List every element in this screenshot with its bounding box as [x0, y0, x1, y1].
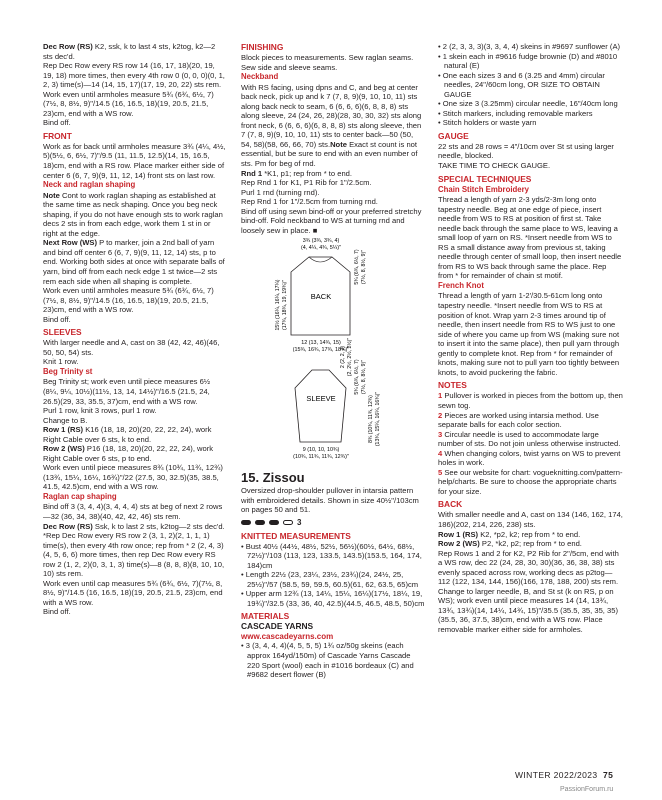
section-heading-materials: MATERIALS — [241, 611, 290, 622]
skill-filled-icon — [241, 520, 251, 525]
paragraph: *Rep Dec Row every RS row 2 (3, 1, 2)(2, 1, 1, 1) time(s), then every 4th row once; rep from * 2 (2, 4, 3)(4, 5, 6, 6) more times, then rep Dec Row every RS row 2 (1, 2, 2)(0, 3, 1, 3) time(s)—8 (8, 8, 8)(8, 10, 10, 10) sts rem. — [43, 531, 225, 579]
column-left — [43, 42, 226, 617]
yarn-url[interactable]: www.cascadeyarns.com — [241, 631, 334, 641]
note-item — [438, 468, 623, 497]
pattern-title — [241, 470, 425, 486]
row-label: Row 1 (RS) — [438, 529, 479, 539]
schematic-diagram — [241, 237, 425, 482]
skill-empty-icon — [283, 520, 293, 525]
sleeve-right-measure: 8¾ (10¾, 11¾, 12¾) — [368, 395, 374, 444]
note-number: 2 — [438, 410, 443, 420]
bullet: • 3 (3, 4, 4, 4)(4, 5, 5, 5) 1¾ oz/50g skeins (each approx 164yd/150m) of Cascade Yarns Cascade 220 Sport (wool) each in #1016 bordeaux (C) and #9682 desert flower (B) — [241, 641, 414, 680]
section-heading-notes: NOTES — [438, 380, 467, 391]
text: Cont to work raglan shaping as established at the same time as neck shaping. Once you beg neck shaping, if you do not have enough sts to work raglan decs 2 sts in from each edge, work them 1 st in or right at the edge. — [43, 190, 223, 238]
back-bottom-measure-2: (15¾, 16¾, 17¾, 18¾)" — [292, 347, 350, 354]
paragraph: Bind off using sewn bind-off or your preferred stretchy bind-off. Fold neckband to WS at turning rnd and loosely sew in place. ■ — [241, 206, 422, 235]
section-heading-measurements: KNITTED MEASUREMENTS — [241, 530, 351, 541]
column-right — [438, 42, 623, 635]
note-item — [438, 411, 623, 430]
issue-season: WINTER 2022/2023 — [515, 770, 598, 780]
subheading-french: French Knot — [438, 280, 484, 290]
sleeve-bottom-measure-2: (10¾, 11¾, 11¾, 12¾)" — [293, 454, 349, 461]
back-bottom-measure: 12 (13, 14¾, 15) — [301, 340, 341, 347]
sleeve-outline — [295, 370, 346, 442]
text: P16 (18, 18, 20)(20, 22, 22, 24), work Right Cable over 6 sts, p to end. — [43, 444, 214, 463]
bullet: • One each sizes 3 and 6 (3.25 and 4mm) circular needles, 24"/60cm long, OR SIZE TO OBTAIN GAUGE — [438, 70, 605, 99]
back-side-measure: 15½ (16¼, 16¼, 17¼) — [275, 279, 281, 331]
skill-level — [241, 518, 425, 528]
section-heading-special: SPECIAL TECHNIQUES — [438, 173, 532, 184]
paragraph: TAKE TIME TO CHECK GAUGE. — [438, 161, 551, 171]
page-number: 75 — [603, 770, 614, 780]
paragraph — [241, 83, 425, 169]
bullet: • 1 skein each in #9616 fudge brownie (D) and #8010 natural (E) — [438, 51, 618, 71]
page-footer — [515, 770, 613, 780]
row-label: Dec Row (RS) — [43, 42, 93, 51]
paragraph: Bind off 3 (3, 4, 4)(3, 4, 4, 4) sts at beg of next 2 rows—32 (36, 34, 38)(40, 42, 42, 46) sts rem. — [43, 502, 223, 522]
text: K2, *p2, k2; rep from * to end. — [478, 529, 581, 539]
paragraph — [43, 522, 226, 532]
skill-filled-icon — [269, 520, 279, 525]
pattern-description: Oversized drop-shoulder pullover in intarsia pattern with embroidered details. Shown in size 40½"/103cm on pages 50 and 51. — [241, 486, 419, 515]
section-heading-finishing: FINISHING — [241, 42, 284, 52]
text: Exact st count is not essential, but be sure to end with an even number of sts. Pm for beg of rnd. — [241, 139, 418, 168]
paragraph: Change to B. — [43, 415, 88, 425]
paragraph: Rep Rnd 1 for 1"/2.5cm from turning rnd. — [241, 197, 378, 207]
text: Circular needle is used to accommodate large number of sts. Do not join unless otherwise instructed. — [438, 429, 621, 449]
row-label: Row 2 (WS) — [43, 444, 85, 454]
back-top-measure-2: (4, 4¼, 4¾, 5¼)" — [301, 245, 341, 252]
row-label: Rnd 1 — [241, 168, 263, 178]
sleeve-mid-measure: 5¾ (6¾, 6½, 7) — [354, 359, 360, 395]
back-schematic — [274, 238, 367, 353]
paragraph — [43, 444, 226, 463]
subheading-neck: Neck and raglan shaping — [43, 180, 136, 190]
column-middle — [241, 42, 425, 680]
text: K16 (18, 18, 20)(20, 22, 22, 24), work Right Cable over 6 sts, k to end. — [43, 425, 212, 444]
sleeve-schematic — [293, 338, 381, 460]
note-number: 3 — [438, 429, 443, 439]
paragraph: Bind off. — [43, 607, 71, 617]
section-heading-back: BACK — [438, 499, 463, 510]
paragraph — [438, 530, 623, 540]
text: With RS facing, using dpns and C, and beg at center back neck, pick up and k 7 (7, 8, 9)(9, 10, 10, 11) sts along back neck to seam, 6 (6, 6, 6)(6, 8, 8, 8) sts along sleeve, 24 (24, 26, 28)(28, 30, 30, 32) sts along front neck, 6 (6, 6, 6)(6, 8, 8, 8) sts along sleeve, then 7 (7, 8, 9)(9, 10, 10, 11) sts to center back—50 (50, 54, 58)(58, 66, 66, 70) sts. — [241, 82, 422, 149]
paragraph — [43, 425, 226, 444]
paragraph: Thread a length of yarn 2-3 yds/2-3m long onto tapestry needle. Beg at one edge of piece, insert needle from WS to RS at position of first st. Take needle back through the same place to WS, leaving a small loop of yarn on RS. *Insert needle from WS to RS a small distance away from previous st, taking needle through center of small loop, then insert needle from RS to WS back through same the place. Rep from * for remainder of chain st motif. — [438, 195, 622, 281]
bullet: • One size 3 (3.25mm) circular needle, 16"/40cm long — [438, 99, 618, 109]
row-label: Dec Row (RS) — [43, 521, 93, 531]
back-top-measure: 3¾ (3¾, 3¾, 4) — [302, 238, 340, 245]
subheading-trinity: Beg Trinity st — [43, 366, 93, 376]
sleeve-bottom-measure: 9 (10, 10, 10¾) — [302, 447, 340, 454]
paragraph — [43, 191, 226, 239]
back-label: BACK — [310, 292, 332, 302]
paragraph: Bind off. — [43, 314, 71, 324]
skill-filled-icon — [255, 520, 265, 525]
bullet: • Length 22½ (23, 23¼, 23½, 23¾)(24, 24½, 25, 25½)"/57 (58.5, 59, 59.5, 60.5)(61, 62, 63.5, 65)cm — [241, 570, 419, 589]
sleeve-mid-measure-2: (7½, 8, 8½, 9)" — [361, 360, 367, 395]
paragraph: Work even until piece measures 8¾ (10¾, 11¾, 12¾)(13¾, 15¼, 16¼, 16¾)"/22 (27.5, 30, 32.5)(35, 38.5, 41.5, 42.5)cm, end with a WS row. — [43, 463, 223, 492]
note-number: 1 — [438, 391, 443, 401]
note-item — [438, 430, 623, 449]
note-label: Note — [330, 139, 347, 149]
paragraph — [241, 169, 425, 179]
paragraph: Purl 1 rnd (turning rnd). — [241, 187, 320, 197]
paragraph: With smaller needle and A, cast on 134 (146, 162, 174, 186)(202, 214, 226, 238) sts. — [438, 510, 623, 529]
paragraph: Change to larger needle, B, and St st (k on RS, p on WS); work even until piece measures 14 (14, 13¾, 13¾, 13¾)(14, 14¼, 14¾, 15)"/35.5 (35.5, 35, 35, 35)(35.5, 36, 37.5, 38)cm, end with a WS row. Place removable marker either side for armholes. — [438, 586, 619, 634]
sleeve-right-measure-2: (13¾, 15¼, 16¼, 16¾)" — [375, 392, 381, 447]
yarn-brand: CASCADE YARNS — [241, 621, 314, 632]
subheading-neckband: Neckband — [241, 72, 279, 82]
text: P2, *k2, p2; rep from * to end. — [479, 539, 582, 549]
subheading-chain: Chain Stitch Embroidery — [438, 184, 529, 194]
watermark: PassionForum.ru — [560, 786, 614, 793]
text: K2, ssk, k to last 4 sts, k2tog, k2—2 sts dec'd. — [43, 42, 216, 61]
text: See our website for chart: vogueknitting.com/pattern-help/charts. Be sure to choose the appropriate charts for your size. — [438, 467, 623, 496]
text: Pieces are worked using intarsia method. Use separate balls for each color section. — [438, 410, 599, 430]
bullet: • Upper arm 12¾ (13, 14¼, 15¼, 16¼)(17½, 18¼, 19, 19¾)"/32.5 (33, 36, 40, 42.5)(44.5, 46.5, 48.5, 50)cm — [241, 589, 425, 608]
pattern-number: 15. — [241, 470, 260, 486]
text: Ssk, k to last 2 sts, k2tog—2 sts dec'd. — [92, 521, 225, 531]
paragraph: Block pieces to measurements. Sew raglan seams. Sew side and sleeve seams. — [241, 53, 414, 72]
text: P to marker, join a 2nd ball of yarn and bind off center 6 (6, 7, 9)(9, 11, 12, 14) sts, p to end. Working both sides at once with separate balls of yarn, bind off from each neck edge 1 st twice—2 sts rem each side when all shaping is complete. — [43, 238, 225, 286]
paragraph: Work even until cap measures 5¾ (6¾, 6½, 7)(7½, 8, 8½, 9)"/14.5 (16, 16.5, 18)(19, 20.5, 21.5, 23)cm, end with a WS row. — [43, 578, 223, 607]
paragraph — [43, 42, 226, 61]
text: *K1, p1; rep from * to end. — [262, 168, 353, 178]
back-right-measure-2: (7½, 8, 8½, 9)" — [361, 250, 367, 285]
row-label: Row 1 (RS) — [43, 425, 84, 435]
text: When changing colors, twist yarns on WS to prevent holes in work. — [438, 448, 621, 468]
paragraph: Thread a length of yarn 1-2'/30.5-61cm long onto tapestry needle. *Insert needle from WS to RS at position of knot. Wrap yarn 2-3 times around tip of needle, then insert needle from RS to WS just to one side of where you came up from WS (making sure not to insert it into the same place), then pull yarn through gently to complete knot. Rep from * for remainder of knots, making sure not to pull yarn too tightly between knots, to avoid puckering the fabric. — [438, 291, 620, 377]
back-side-measure-2: (17¾, 18¾, 19, 19¾)" — [282, 280, 288, 331]
paragraph: Purl 1 row, knit 3 rows, purl 1 row. — [43, 406, 157, 416]
note-item — [438, 391, 623, 410]
paragraph — [43, 238, 226, 286]
skill-number: 3 — [297, 517, 302, 527]
note-label: Note — [43, 190, 60, 200]
paragraph: Rep Rows 1 and 2 for K2, P2 Rib for 2"/5cm, end with a WS row, dec 22 (24, 28, 30, 30)(36, 36, 38, 38) sts evenly spaced across row, working decs as p2tog—112 (122, 134, 144, 156)(166, 178, 188, 200) sts rem. — [438, 548, 619, 587]
bullet: • Bust 40½ (44½, 48½, 52½, 56½)(60½, 64½, 68½, 72½)"/103 (113, 123, 133.5, 143.5)(153.5, 164, 174, 184)cm — [241, 541, 422, 570]
paragraph — [438, 539, 623, 549]
row-label: Next Row (WS) — [43, 238, 97, 248]
paragraph: 22 sts and 28 rows = 4"/10cm over St st using larger needle, blocked. — [438, 141, 614, 161]
paragraph: Bind off. — [43, 118, 71, 128]
pattern-name: Zissou — [259, 470, 305, 486]
text: Pullover is worked in pieces from the bottom up, then sewn tog. — [438, 391, 623, 410]
back-right-measure: 5¾ (6¾, 6½, 7) — [354, 249, 360, 285]
paragraph: Rep Dec Row every RS row 14 (16, 17, 18)(20, 19, 19, 18) more times, then every 4th row 0 (0, 0, 0)(0, 1, 2, 3) time(s)—14 (14, 15, 17)(17, 19, 20, 22) sts rem. — [43, 61, 225, 90]
note-number: 5 — [438, 467, 443, 477]
sleeve-top-measure: 2 (2, 2, 2) — [340, 346, 346, 369]
section-heading-sleeves: SLEEVES — [43, 327, 82, 338]
sleeve-label: SLEEVE — [306, 394, 336, 404]
subheading-raglan: Raglan cap shaping — [43, 491, 117, 501]
section-heading-gauge: GAUGE — [438, 130, 469, 141]
bullet: • Stitch holders or waste yarn — [438, 118, 537, 128]
section-heading-front: FRONT — [43, 130, 72, 141]
bullet: • Stitch markers, including removable markers — [438, 108, 593, 118]
note-item — [438, 449, 623, 468]
note-number: 4 — [438, 448, 443, 458]
paragraph: Work as for back until armholes measure 3¾ (4¼, 4½, 5)(5½, 6, 6½, 7)"/9.5 (11, 11.5, 12.5)(14, 15, 16.5, 18)cm, end with a RS row. Place marker either side of center 6 (6, 7, 9)(9, 11, 12, 14) front sts on last row. — [43, 141, 226, 180]
paragraph: With larger needle and A, cast on 38 (42, 42, 46)(46, 50, 50, 54) sts. — [43, 338, 220, 357]
paragraph: Work even until armholes measure 5¾ (6¾, 6½, 7)(7½, 8, 8½, 9)"/14.5 (16, 16.5, 18)(19, 20.5, 21.5, 23)cm, end with a WS row. — [43, 89, 214, 118]
sleeve-top-measure-2: (2, 2½, 2½, 2½)" — [347, 338, 353, 377]
paragraph: Work even until armholes measure 5¾ (6¾, 6½, 7)(7½, 8, 8½, 9)"/14.5 (16, 16.5, 18)(19, 20.5, 21.5, 23)cm, end with a WS row. — [43, 286, 214, 315]
row-label: Row 2 (WS) — [438, 539, 480, 549]
paragraph: Rep Rnd 1 for K1, P1 Rib for 1"/2.5cm. — [241, 178, 372, 188]
paragraph: Beg Trinity st; work even until piece measures 6½ (8¼, 9¼, 10½)(11½, 13, 14, 14½)"/16.5 (21.5, 24, 26.5)(29, 33, 35.5, 37)cm, end with a WS row. — [43, 377, 211, 406]
paragraph: Knit 1 row. — [43, 357, 79, 367]
bullet: • 2 (2, 3, 3, 3)(3, 3, 4, 4) skeins in #9697 sunflower (A) — [438, 42, 621, 51]
